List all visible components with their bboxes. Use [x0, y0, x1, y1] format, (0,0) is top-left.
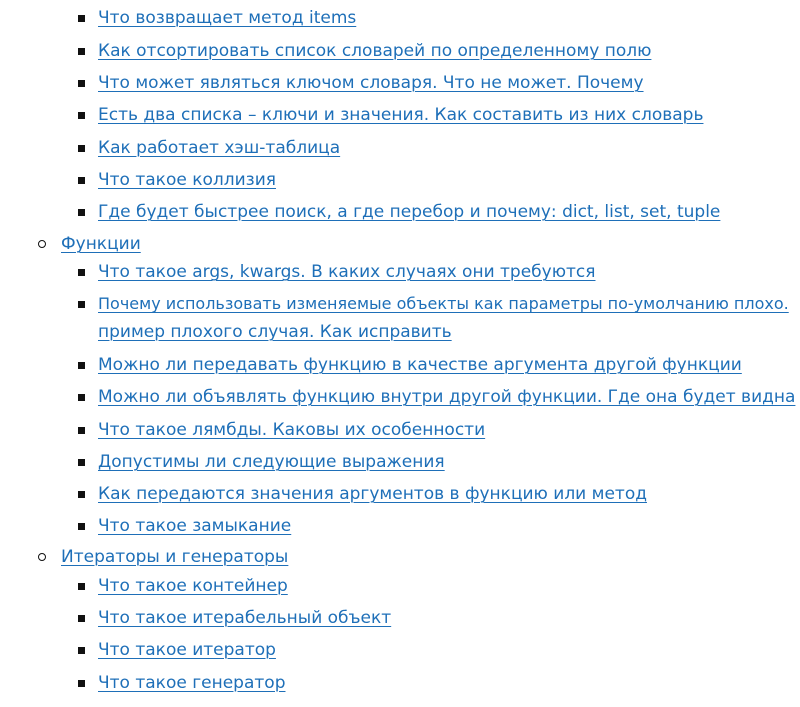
square-bullet-icon — [78, 48, 85, 55]
square-bullet-icon — [78, 647, 85, 654]
circle-bullet-icon — [38, 240, 46, 248]
link-lambdas[interactable]: Что такое лямбды. Каковы их особенности — [98, 420, 486, 440]
circle-bullet-icon — [38, 553, 46, 561]
link-container[interactable]: Что такое контейнер — [98, 576, 288, 596]
square-bullet-icon — [78, 209, 85, 216]
link-functions-heading[interactable]: Функции — [61, 234, 141, 254]
link-nested-function[interactable]: Можно ли объявлять функцию внутри другой функции. Где она будет видна — [98, 387, 796, 407]
square-bullet-icon — [78, 583, 85, 590]
link-two-lists-to-dict[interactable]: Есть два списка – ключи и значения. Как составить из них словарь — [98, 105, 704, 125]
square-bullet-icon — [78, 523, 85, 530]
square-bullet-icon — [78, 145, 85, 152]
link-valid-expressions[interactable]: Допустимы ли следующие выражения — [98, 452, 445, 472]
link-search-vs-iteration[interactable]: Где будет быстрее поиск, а где перебор и почему: dict, list, set, tuple — [98, 202, 721, 222]
link-iterators-heading[interactable]: Итераторы и генераторы — [61, 547, 289, 567]
link-sort-list-of-dicts[interactable]: Как отсортировать список словарей по определенному полю — [98, 41, 652, 61]
square-bullet-icon — [78, 680, 85, 687]
link-collision[interactable]: Что такое коллизия — [98, 170, 276, 190]
link-argument-passing[interactable]: Как передаются значения аргументов в функцию или метод — [98, 484, 647, 504]
link-dict-key-types[interactable]: Что может являться ключом словаря. Что не может. Почему — [98, 73, 644, 93]
link-closure[interactable]: Что такое замыкание — [98, 516, 292, 536]
square-bullet-icon — [78, 394, 85, 401]
link-args-kwargs[interactable]: Что такое args, kwargs. В каких случаях они требуются — [98, 262, 596, 282]
link-dict-items-method[interactable]: Что возвращает метод items — [98, 8, 357, 28]
square-bullet-icon — [78, 362, 85, 369]
link-generator[interactable]: Что такое генератор — [98, 673, 286, 693]
link-hash-table[interactable]: Как работает хэш-таблица — [98, 138, 341, 158]
square-bullet-icon — [78, 615, 85, 622]
square-bullet-icon — [78, 301, 85, 308]
square-bullet-icon — [78, 269, 85, 276]
square-bullet-icon — [78, 427, 85, 434]
link-function-as-argument[interactable]: Можно ли передавать функцию в качестве аргумента другой функции — [98, 355, 742, 375]
square-bullet-icon — [78, 80, 85, 87]
link-iterator[interactable]: Что такое итератор — [98, 640, 276, 660]
link-mutable-defaults[interactable]: Почему использовать изменяемые объекты как параметры по-умолчанию плохо. — [98, 294, 789, 313]
square-bullet-icon — [78, 491, 85, 498]
link-mutable-defaults-continued[interactable]: пример плохого случая. Как исправить — [98, 322, 452, 342]
square-bullet-icon — [78, 112, 85, 119]
square-bullet-icon — [78, 177, 85, 184]
square-bullet-icon — [78, 15, 85, 22]
link-iterable[interactable]: Что такое итерабельный объект — [98, 608, 392, 628]
square-bullet-icon — [78, 459, 85, 466]
